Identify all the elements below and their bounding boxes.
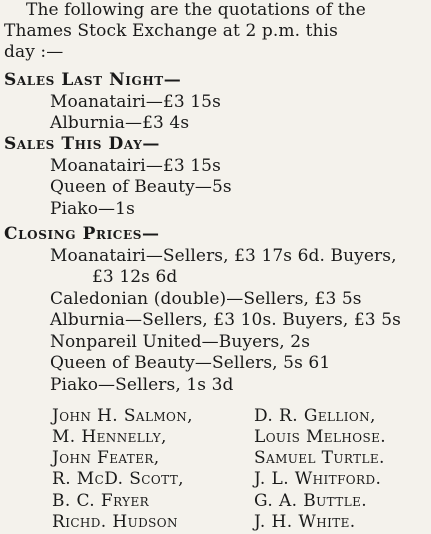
signatory-left: John Feater,: [52, 448, 160, 468]
closing-price-line: £3 12s 6d: [92, 267, 178, 287]
signatory-right: J. L. Whitford.: [254, 469, 382, 489]
closing-price-line: Queen of Beauty—Sellers, 5s 61: [50, 353, 331, 373]
sale-this-day-item: Piako—1s: [50, 199, 135, 219]
signatory-right: Louis Melhose.: [254, 427, 387, 447]
intro-line-1: The following are the quotations of the: [26, 0, 366, 20]
heading-closing-prices: Closing Prices—: [4, 224, 160, 244]
signatory-right: D. R. Gellion,: [254, 406, 376, 426]
sale-last-night-item: Alburnia—£3 4s: [50, 113, 190, 133]
intro-line-2: Thames Stock Exchange at 2 p.m. this: [4, 21, 338, 41]
heading-sales-this-day: Sales This Day—: [4, 134, 160, 154]
closing-price-line: Caledonian (double)—Sellers, £3 5s: [50, 289, 362, 309]
signatory-right: G. A. Buttle.: [254, 491, 368, 511]
signatory-left: R. McD. Scott,: [52, 469, 184, 489]
closing-price-line: Moanatairi—Sellers, £3 17s 6d. Buyers,: [50, 246, 397, 266]
sale-this-day-item: Moanatairi—£3 15s: [50, 156, 221, 176]
closing-price-line: Alburnia—Sellers, £3 10s. Buyers, £3 5s: [50, 310, 401, 330]
signatory-left: B. C. Fryer: [52, 491, 150, 511]
closing-price-line: Nonpareil United—Buyers, 2s: [50, 332, 311, 352]
intro-line-3: day :—: [4, 42, 64, 62]
signatory-right: J. H. White.: [254, 512, 356, 532]
closing-price-line: Piako—Sellers, 1s 3d: [50, 375, 234, 395]
signatory-left: Richd. Hudson: [52, 512, 178, 532]
signatory-left: John H. Salmon,: [52, 406, 193, 426]
sale-last-night-item: Moanatairi—£3 15s: [50, 92, 221, 112]
sale-this-day-item: Queen of Beauty—5s: [50, 177, 232, 197]
heading-sales-last-night: Sales Last Night—: [4, 70, 182, 90]
signatory-right: Samuel Turtle.: [254, 448, 385, 468]
signatory-left: M. Hennelly,: [52, 427, 167, 447]
